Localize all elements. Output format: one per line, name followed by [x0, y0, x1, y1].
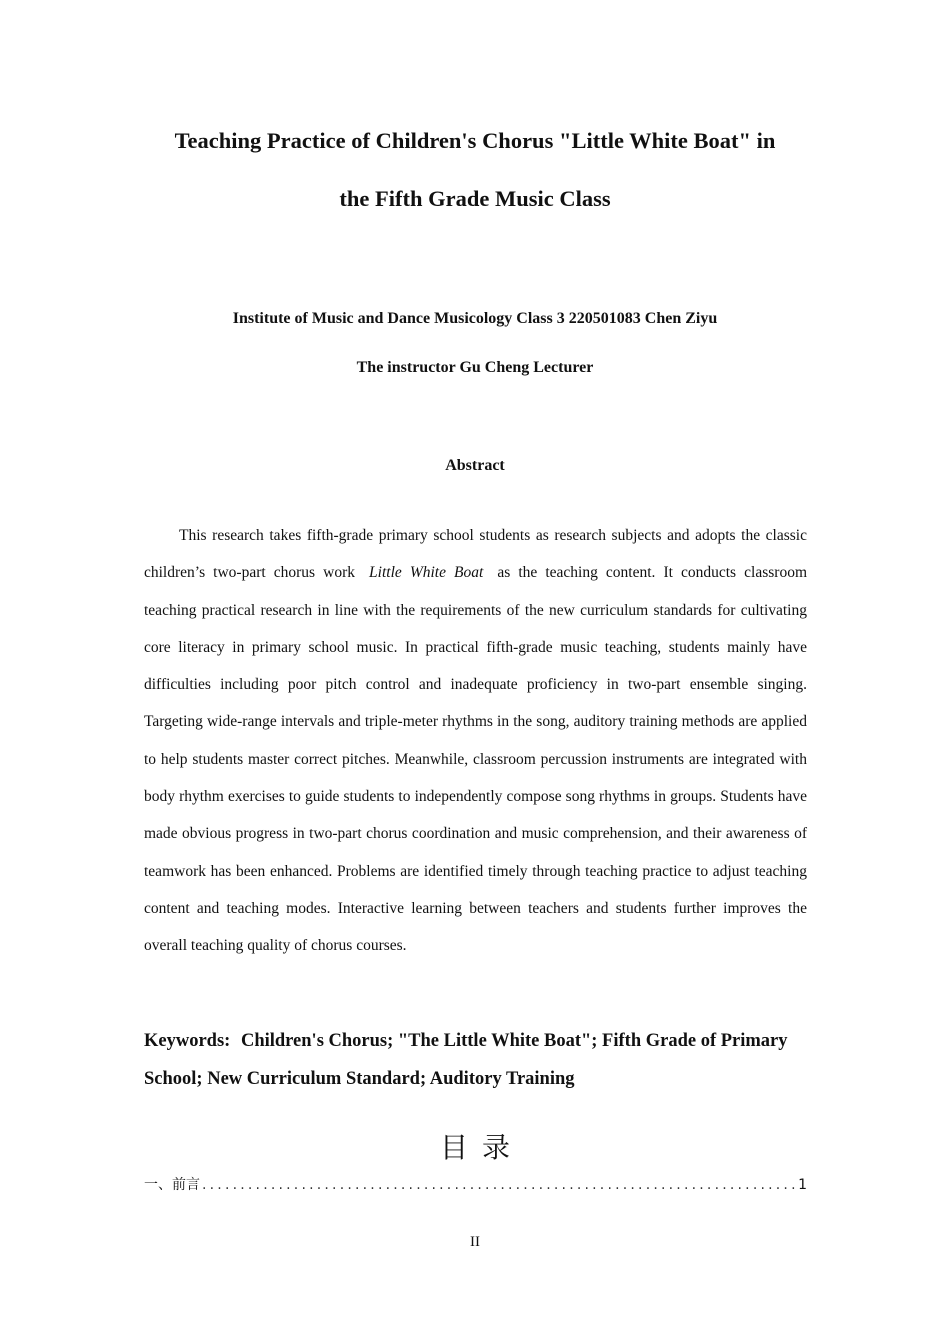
- toc-entry-page: 1: [798, 1177, 807, 1193]
- toc-entry[interactable]: [144, 1175, 807, 1195]
- instructor-line: The instructor Gu Cheng Lecturer: [356, 359, 594, 376]
- abstract-paragraph: [144, 517, 807, 965]
- paper-title-line-1: Teaching Practice of Children's Chorus "Little White Boat" in: [174, 128, 776, 153]
- page-number: II: [470, 1234, 480, 1250]
- toc-dot-leader: [202, 1175, 796, 1195]
- abstract-text-before-work: This research takes fifth-grade primary school students as research subjects and adopts the classic children’s two-part chorus work: [144, 527, 807, 582]
- toc-entry-label: 一、前言: [144, 1177, 200, 1193]
- author-line: Institute of Music and Dance Musicology Class 3 220501083 Chen Ziyu: [232, 310, 718, 327]
- abstract-work-title: Little White Boat: [369, 564, 484, 582]
- abstract-heading: Abstract: [445, 457, 505, 474]
- paper-title: [120, 112, 830, 228]
- toc-title: 目录: [439, 1131, 524, 1164]
- abstract-text-after-work: as the teaching content. It conducts classroom teaching practical research in line with the requirements of the new curriculum standards for cultivating core literacy in primary school music. In practical fifth-grade music teaching, students mainly have difficulties including poor pitch control and inadequate proficiency in two-part ensemble singing. Targeting wide-range intervals and triple-meter rhythms in the song, auditory training methods are applied to help students master correct pitches. Meanwhile, classroom percussion instruments are integrated with body rhythm exercises to guide students to independently compose song rhythms in groups. Students have made obvious progress in two-part chorus coordination and music comprehension, and their awareness of teamwork has been enhanced. Problems are identified timely through teaching practice to adjust teaching content and teaching modes. Interactive learning between teachers and students further improves the overall teaching quality of chorus courses.: [144, 564, 808, 955]
- keywords-label: Keywords:: [144, 1031, 231, 1051]
- keywords-text: Children's Chorus; "The Little White Boat"; Fifth Grade of Primary School; New Curriculum Standard; Auditory Training: [144, 1031, 788, 1089]
- keywords: [144, 1022, 807, 1098]
- abstract-body: [144, 517, 807, 965]
- paper-title-line-2: the Fifth Grade Music Class: [339, 186, 611, 211]
